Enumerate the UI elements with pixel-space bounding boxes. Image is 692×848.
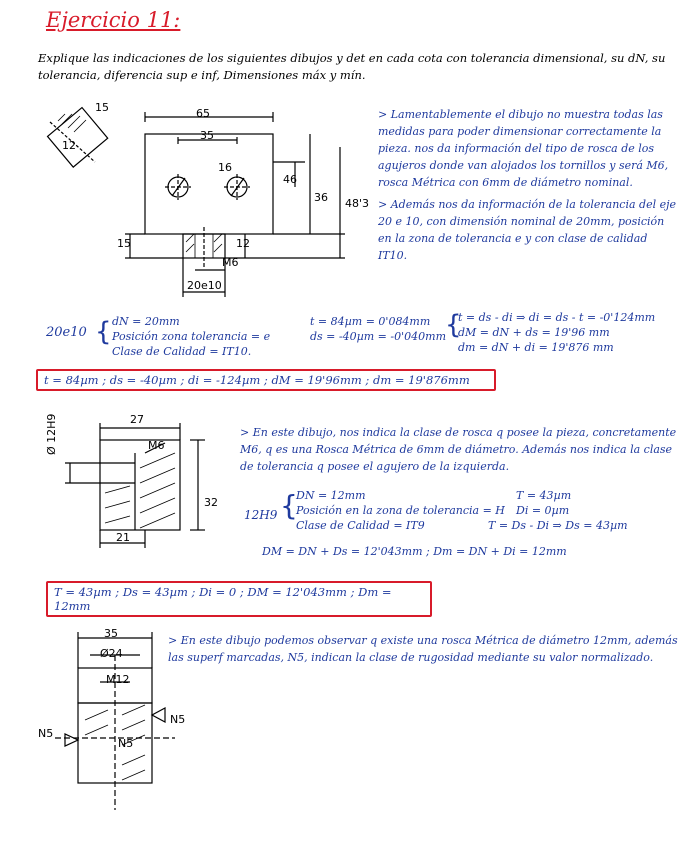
section-detail [48, 108, 108, 168]
figure-3-note: > En este dibujo podemos observar q existe una rosca Métrica de diámetro 12mm, además las superf marcadas, N5, indican la clase de rugosidad mediante su valor normalizado. [168, 634, 678, 664]
dim-36: 36 [314, 191, 328, 204]
figure-1-note-2: > Además nos da información de la tolerancia del eje 20 e 10, con dimensión nominal de 20mm, posición en la zona de tolerancia e y con clase de calidad IT10. [378, 198, 677, 262]
calc-2-bottom: DM = DN + Ds = 12'043mm ; Dm = DN + Di = 12mm [262, 545, 567, 558]
calc-1-brace: { [95, 317, 112, 347]
dim-15-top: 15 [95, 101, 109, 114]
dim-12-bottom: 12 [236, 237, 250, 250]
figure-2-note: > En este dibujo, nos indica la clase de rosca q posee la pieza, concretamente M6, q es una Rosca Métrica de 6mm de diámetro. Además nos indica la clase de tolerancia q posee el agujero de la izquierda. [240, 426, 677, 473]
dim-20e10: 20e10 [187, 279, 222, 292]
calc-1-label: 20e10 [46, 325, 87, 340]
dim-m6-2: M6 [148, 439, 165, 452]
dim-d24: Ø24 [100, 647, 123, 660]
calc-1-right: t = ds - di ⇒ di = ds - t = -0'124mm dM = dN + ds = 19'96 mm dm = dN + di = 19'876 mm [458, 311, 656, 354]
figure-1-note-1: > Lamentablemente el dibujo no muestra todas las medidas para poder dimensionar correctamente la pieza. nos da información del tipo de rosca de los agujeros donde van alojados los tornillos y será M6, rosca Métrica con 6mm de diámetro nominal. [378, 108, 669, 189]
dim-r16: 16 [218, 161, 232, 174]
dim-32: 32 [204, 496, 218, 509]
dim-46: 46 [283, 173, 297, 186]
calc-2-brace: { [280, 489, 298, 522]
dim-35: 35 [200, 129, 214, 142]
dim-15-bottom: 15 [117, 237, 131, 250]
calc-2-left: DN = 12mm Posición en la zona de tolerancia = H Clase de Calidad = IT9 [296, 489, 505, 532]
result-box-2: T = 43µm ; Ds = 43µm ; Di = 0 ; DM = 12'043mm ; Dm = 12mm [46, 581, 432, 617]
page-title: Ejercicio 11: [46, 8, 181, 32]
part-2-body [100, 440, 180, 530]
calc-1-mid: t = 84µm = 0'084mm ds = -40µm = -0'040mm [310, 315, 446, 343]
roughness-n5-left: N5 [38, 727, 54, 740]
dim-65: 65 [196, 107, 210, 120]
dim-12h9: Ø 12H9 [45, 413, 58, 455]
roughness-n5-right: N5 [170, 713, 186, 726]
calc-1-left: dN = 20mm Posición zona tolerancia = e Clase de Calidad = IT10. [112, 315, 271, 358]
intro-text: Explique las indicaciones de los siguientes dibujos y det en cada cota con tolerancia dimensional, su dN, su tolerancia, diferencia sup e inf, Dimensiones máx y mín. [38, 51, 666, 82]
part-body [145, 134, 273, 234]
dim-35-2: 35 [104, 627, 118, 640]
roughness-n5-center: N5 [118, 737, 134, 750]
dim-m6: M6 [222, 256, 239, 269]
dim-21: 21 [116, 531, 130, 544]
calc-1-brace-2: { [445, 310, 462, 340]
calc-2-label: 12H9 [244, 508, 278, 522]
dim-m12: M12 [106, 673, 130, 686]
dim-48-3: 48'3 [345, 197, 370, 210]
calc-2-right: T = 43µm Di = 0µm T = Ds - Di ⇒ Ds = 43µm [488, 489, 628, 532]
result-box-1: t = 84µm ; ds = -40µm ; di = -124µm ; dM = 19'96mm ; dm = 19'876mm [36, 369, 496, 391]
dim-27: 27 [130, 413, 144, 426]
figure-2-drawing [50, 408, 240, 558]
dim-12-left: 12 [62, 139, 76, 152]
